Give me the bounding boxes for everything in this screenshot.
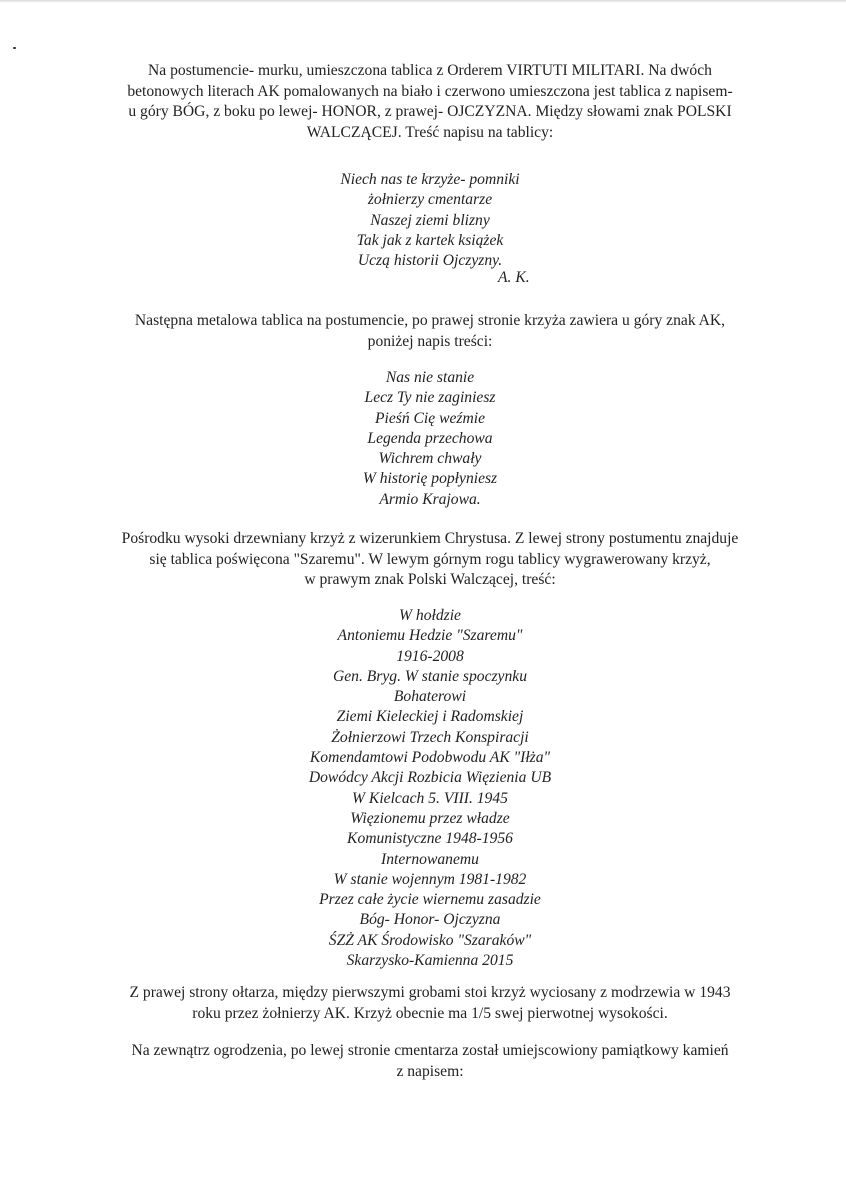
text-line: Pośrodku wysoki drzewniany krzyż z wizerunkiem Chrystusa. Z lewej strony postumentu znajduje [121,530,739,547]
poem-line: Żołnierzowi Trzech Konspiracji [331,728,529,746]
poem-line: Pieśń Cię weźmie [374,409,485,427]
text-line: Na zewnątrz ogrodzenia, po lewej stronie cmentarza został umiejscowiony pamiątkowy kamień [131,1042,729,1059]
poem-signature: A. K. [498,269,530,286]
poem-line: Nas nie stanie [385,369,475,386]
poem-line: Dowódcy Akcji Rozbicia Więzienia UB [308,769,552,787]
poem-line: Niech nas te krzyże- pomniki [340,171,520,188]
poem-line: W stanie wojennym 1981-1982 [333,870,527,888]
inscription-szary [90,606,770,971]
poem-line: 1916-2008 [396,647,464,665]
poem-line: żołnierzy cmentarze [367,191,493,209]
text-line: w prawym znak Polski Walczącej, treść: [304,571,556,588]
poem-line: Wichrem chwały [378,450,482,468]
text-line: z napisem: [396,1062,464,1080]
poem-line: W historię popłyniesz [362,470,498,488]
paragraph-larch-cross [90,983,770,1024]
poem-krzyze-pomniki [90,170,770,271]
poem-line: Lecz Ty nie zaginiesz [364,389,496,407]
poem-line: Uczą historii Ojczyzny. [357,252,503,270]
poem-line: Armio Krajowa. [379,490,481,508]
poem-line: Komunistyczne 1948-1956 [347,830,513,848]
text-line: betonowych literach AK pomalowanych na biało i czerwono umieszczona jest tablica z napisem- [127,82,733,100]
text-line: się tablica poświęcona "Szaremu". W lewym górnym rogu tablicy wygrawerowany krzyż, [149,550,711,568]
poem-line: Bohaterowi [393,688,467,706]
poem-line: Tak jak z kartek książek [356,231,504,249]
poem-line: Gen. Bryg. W stanie spoczynku [332,667,527,685]
text-line: Z prawej strony ołtarza, między pierwszymi grobami stoi krzyż wyciosany z modrzewia w 1943 [129,984,731,1001]
text-line: Następna metalowa tablica na postumencie, po prawej stronie krzyża zawiera u góry znak AK, [134,312,726,329]
paragraph-szary-plaque [90,529,770,591]
poem-line: Przez całe życie wiernemu zasadzie [319,891,541,909]
poem-line: W hołdzie [399,607,461,624]
text-line: WALCZĄCEJ. Treść napisu na tablicy: [306,123,554,141]
poem-armia-krajowa [90,368,770,510]
scan-top-edge [0,0,846,3]
paragraph-memorial-stone [90,1041,770,1082]
poem-line: Komendamtowi Podobwodu AK "Iłża" [309,749,551,767]
poem-line: Internowanemu [381,850,479,868]
paragraph-virtuti-militari [90,61,770,143]
text-line: poniżej napis treści: [367,332,493,350]
scan-speck [13,47,16,49]
poem-line: Legenda przechowa [367,429,493,447]
poem-line: Bóg- Honor- Ojczyzna [359,911,501,929]
poem-line: Skarzysko-Kamienna 2015 [346,952,514,970]
poem-line: Antoniemu Hedzie "Szaremu" [337,627,523,645]
text-line: roku przez żołnierzy AK. Krzyż obecnie ma 1/5 swej pierwotnej wysokości. [192,1004,668,1022]
text-line: u góry BÓG, z boku po lewej- HONOR, z prawej- OJCZYZNA. Między słowami znak POLSKI [128,103,732,120]
poem-line: Ziemi Kieleckiej i Radomskiej [336,708,524,726]
poem-line: W Kielcach 5. VIII. 1945 [352,789,508,807]
poem-line: ŚZŻ AK Środowisko "Szaraków" [328,931,532,949]
poem-line: Więzionemu przez władze [350,809,510,827]
poem-line: Naszej ziemi blizny [370,211,490,229]
text-line: Na postumencie- murku, umieszczona tablica z Orderem VIRTUTI MILITARI. Na dwóch [148,62,712,79]
paragraph-metal-plaque [90,311,770,352]
